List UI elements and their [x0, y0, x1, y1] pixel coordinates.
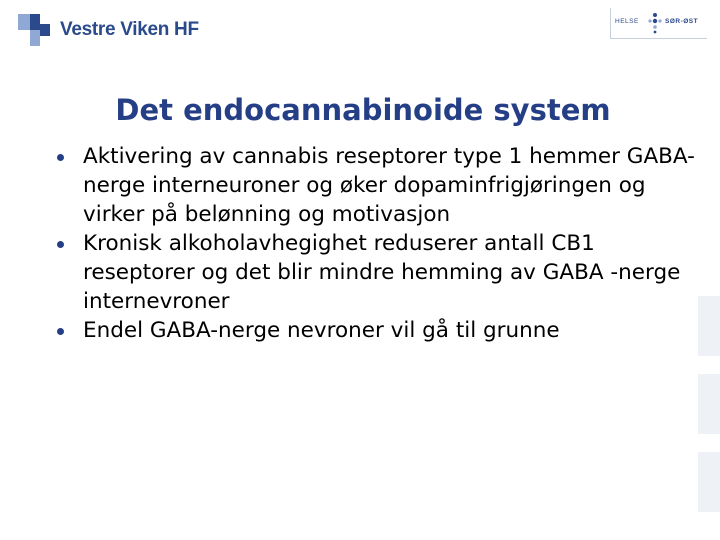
bullet-list	[55, 142, 695, 345]
partner-logo-left-text: HELSE	[615, 18, 639, 25]
helse-sor-ost-logo	[610, 8, 707, 39]
bullet-icon	[57, 241, 64, 248]
bullet-item	[55, 316, 695, 345]
org-name: Vestre Viken HF	[60, 19, 199, 40]
vestre-viken-logo	[18, 12, 199, 48]
bullet-text: Aktivering av cannabis reseptorer type 1 hemmer GABA-nerge interneuroner og øker dopaminfrigjøringen og virker på belønning og motivasjon	[83, 144, 695, 227]
bullet-icon	[57, 154, 64, 161]
slide-title: Det endocannabinoide system	[115, 93, 611, 127]
bullet-text: Kronisk alkoholavhegighet reduserer antall CB1 reseptorer og det blir mindre hemming av GABA -nerge internevroner	[83, 231, 681, 314]
bullet-text: Endel GABA-nerge nevroner vil gå til grunne	[83, 318, 560, 343]
decor-block	[698, 296, 720, 356]
cross-logo-icon	[18, 12, 54, 48]
decor-block	[698, 374, 720, 434]
partner-logo-right-text: SØR-ØST	[665, 18, 699, 25]
dots-cross-icon	[647, 12, 663, 34]
bullet-item	[55, 142, 695, 229]
decor-block	[698, 452, 720, 512]
bullet-item	[55, 229, 695, 316]
bullet-icon	[57, 328, 64, 335]
